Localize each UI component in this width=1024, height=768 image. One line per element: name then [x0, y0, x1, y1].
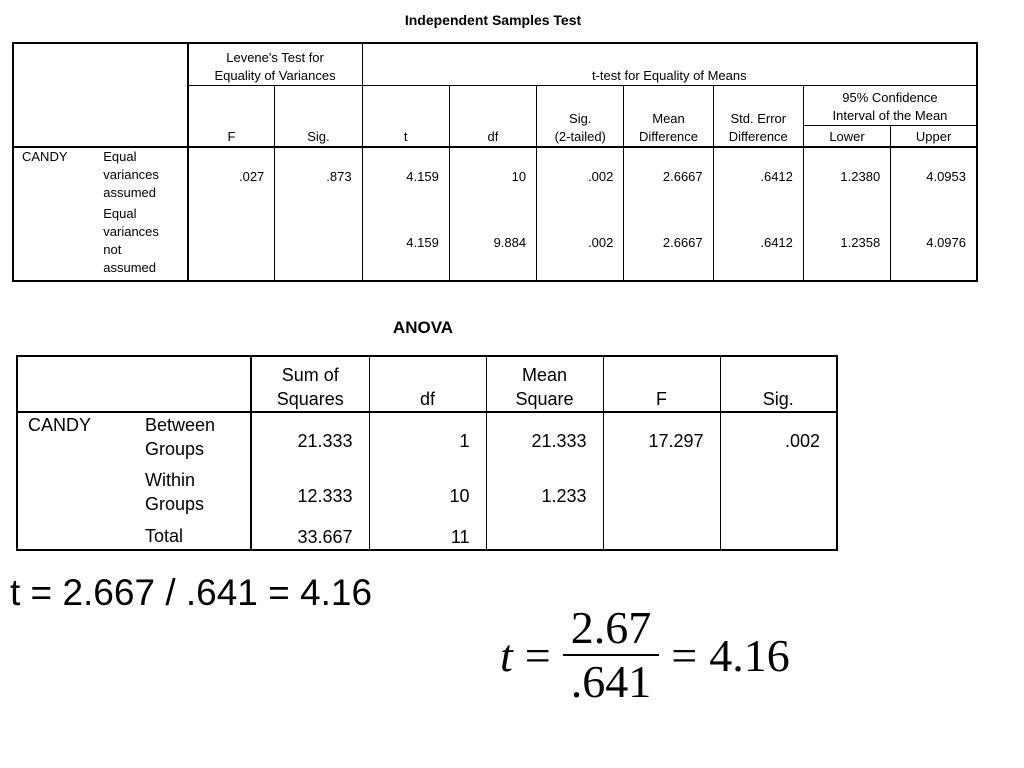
formula-equals: =	[524, 629, 551, 681]
cell-mean-square: 1.233	[486, 468, 603, 524]
cell-upper: 4.0976	[891, 205, 977, 281]
col-sig: Sig.	[275, 85, 362, 147]
col-sig-2-tailed: Sig. (2-tailed)	[537, 85, 624, 147]
cell-f	[603, 524, 720, 550]
cell-lower: 1.2358	[803, 205, 890, 281]
table-row	[13, 147, 977, 205]
formula-numerator: 2.67	[570, 602, 652, 653]
cell-df: 9.884	[449, 205, 536, 281]
anova-title: ANOVA	[392, 318, 454, 337]
row-label-equal-variances-not-assumed: Equal variances not assumed	[103, 206, 159, 275]
ist-corner-cell	[13, 43, 188, 85]
col-f: F	[603, 356, 720, 412]
cell-t: 4.159	[362, 147, 449, 205]
formula-denominator: .641	[570, 656, 652, 707]
col-lower: Lower	[803, 125, 890, 147]
col-upper: Upper	[891, 125, 977, 147]
col-std-error-difference: Std. Error Difference	[713, 85, 803, 147]
anova-variable-label: CANDY	[28, 415, 92, 435]
row-label-within-groups: Within Groups	[145, 470, 205, 514]
cell-std-error-difference: .6412	[713, 147, 803, 205]
table-row	[17, 524, 837, 550]
ist-title: Independent Samples Test	[404, 12, 582, 28]
cell-mean-square	[486, 524, 603, 550]
anova-table	[16, 355, 838, 551]
cell-sig-2-tailed: .002	[537, 205, 624, 281]
cell-lower: 1.2380	[803, 147, 890, 205]
col-df: df	[369, 356, 486, 412]
formula-fraction	[563, 604, 660, 706]
col-df: df	[449, 85, 536, 147]
table-row	[17, 468, 837, 524]
cell-f	[603, 468, 720, 524]
levene-header: Levene's Test for Equality of Variances	[188, 43, 363, 85]
ttest-header: t-test for Equality of Means	[362, 43, 977, 85]
col-f: F	[188, 85, 275, 147]
row-label-equal-variances-assumed: Equal variances assumed	[103, 149, 159, 200]
cell-mean-difference: 2.6667	[624, 147, 713, 205]
cell-sig-2-tailed: .002	[537, 147, 624, 205]
cell-f: 17.297	[603, 412, 720, 468]
ist-variable-label: CANDY	[22, 149, 68, 164]
cell-std-error-difference: .6412	[713, 205, 803, 281]
col-t: t	[362, 85, 449, 147]
cell-df: 10	[369, 468, 486, 524]
row-label-between-groups: Between Groups	[145, 415, 216, 459]
cell-sum-of-squares: 33.667	[251, 524, 369, 550]
col-sum-of-squares: Sum of Squares	[251, 356, 369, 412]
cell-sum-of-squares: 21.333	[251, 412, 369, 468]
row-label-total: Total	[145, 526, 184, 546]
t-equation-formula	[500, 604, 790, 706]
cell-sig: .002	[720, 412, 837, 468]
cell-sig	[275, 205, 362, 281]
formula-equals-2: =	[671, 629, 698, 681]
formula-variable: t	[500, 629, 513, 681]
table-row	[13, 205, 977, 281]
col-sig: Sig.	[720, 356, 837, 412]
col-mean-square: Mean Square	[486, 356, 603, 412]
cell-t: 4.159	[362, 205, 449, 281]
ci-header: 95% Confidence Interval of the Mean	[803, 85, 977, 125]
formula-result: 4.16	[709, 629, 790, 681]
cell-df: 11	[369, 524, 486, 550]
cell-f	[188, 205, 275, 281]
independent-samples-test-table	[12, 42, 978, 282]
cell-mean-square: 21.333	[486, 412, 603, 468]
cell-mean-difference: 2.6667	[624, 205, 713, 281]
cell-df: 10	[449, 147, 536, 205]
cell-sig: .873	[275, 147, 362, 205]
t-equation-text: t = 2.667 / .641 = 4.16	[10, 572, 373, 613]
cell-sig	[720, 468, 837, 524]
cell-sum-of-squares: 12.333	[251, 468, 369, 524]
table-row	[17, 412, 837, 468]
col-mean-difference: Mean Difference	[624, 85, 713, 147]
cell-f: .027	[188, 147, 275, 205]
cell-df: 1	[369, 412, 486, 468]
cell-sig	[720, 524, 837, 550]
cell-upper: 4.0953	[891, 147, 977, 205]
anova-corner-cell	[17, 356, 251, 412]
